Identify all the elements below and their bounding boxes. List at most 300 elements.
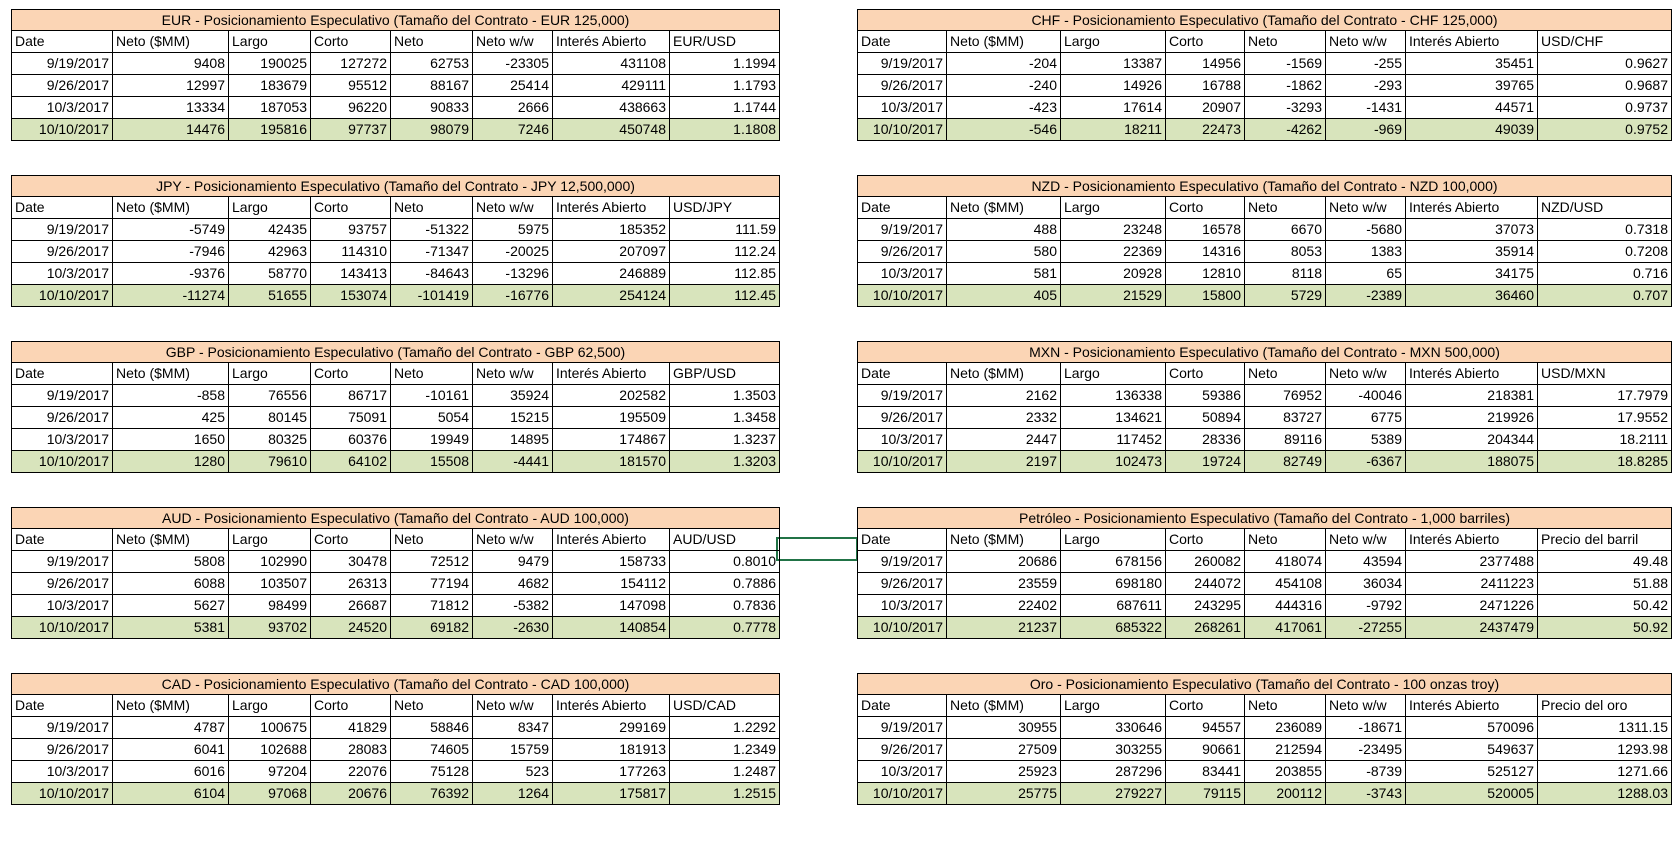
data-cell[interactable]: -16776 xyxy=(473,285,553,307)
data-cell[interactable]: 49039 xyxy=(1406,119,1538,141)
data-cell[interactable]: 136338 xyxy=(1061,385,1166,407)
data-cell[interactable]: 10/10/2017 xyxy=(857,617,947,639)
data-cell[interactable]: 58770 xyxy=(229,263,311,285)
data-cell[interactable]: 14316 xyxy=(1166,241,1245,263)
data-cell[interactable]: 35924 xyxy=(473,385,553,407)
data-cell[interactable]: 10/10/2017 xyxy=(11,451,113,473)
data-cell[interactable]: 1.2292 xyxy=(670,717,780,739)
data-cell[interactable]: 195816 xyxy=(229,119,311,141)
data-cell[interactable]: 10/10/2017 xyxy=(11,285,113,307)
data-cell[interactable]: 450748 xyxy=(553,119,670,141)
column-header[interactable]: Neto w/w xyxy=(473,529,553,551)
data-cell[interactable]: 9/26/2017 xyxy=(11,407,113,429)
column-header[interactable]: Largo xyxy=(1061,197,1166,219)
data-cell[interactable]: 2471226 xyxy=(1406,595,1538,617)
data-cell[interactable]: 79115 xyxy=(1166,783,1245,805)
data-cell[interactable]: 35451 xyxy=(1406,53,1538,75)
data-cell[interactable]: 1.3203 xyxy=(670,451,780,473)
data-cell[interactable]: -240 xyxy=(947,75,1061,97)
data-cell[interactable]: 76556 xyxy=(229,385,311,407)
data-cell[interactable]: 9/26/2017 xyxy=(11,241,113,263)
data-cell[interactable]: 21529 xyxy=(1061,285,1166,307)
data-cell[interactable]: 580 xyxy=(947,241,1061,263)
data-cell[interactable]: 98499 xyxy=(229,595,311,617)
data-cell[interactable]: 93757 xyxy=(311,219,391,241)
column-header[interactable]: Date xyxy=(857,363,947,385)
column-header[interactable]: Interés Abierto xyxy=(553,695,670,717)
column-header[interactable]: Neto ($MM) xyxy=(947,529,1061,551)
data-cell[interactable]: 0.7208 xyxy=(1538,241,1672,263)
column-header[interactable]: Largo xyxy=(229,197,311,219)
column-header[interactable]: Neto ($MM) xyxy=(113,363,229,385)
data-cell[interactable]: 525127 xyxy=(1406,761,1538,783)
column-header[interactable]: Neto ($MM) xyxy=(947,197,1061,219)
data-cell[interactable]: 0.707 xyxy=(1538,285,1672,307)
data-cell[interactable]: 581 xyxy=(947,263,1061,285)
data-cell[interactable]: 246889 xyxy=(553,263,670,285)
data-cell[interactable]: 5808 xyxy=(113,551,229,573)
selected-cell[interactable] xyxy=(776,537,858,561)
column-header[interactable]: Corto xyxy=(1166,529,1245,551)
data-cell[interactable]: 0.9752 xyxy=(1538,119,1672,141)
data-cell[interactable]: 20907 xyxy=(1166,97,1245,119)
data-cell[interactable]: 488 xyxy=(947,219,1061,241)
data-cell[interactable]: 10/10/2017 xyxy=(11,783,113,805)
column-header[interactable]: Neto w/w xyxy=(1326,197,1406,219)
data-cell[interactable]: 4787 xyxy=(113,717,229,739)
data-cell[interactable]: 0.7886 xyxy=(670,573,780,595)
data-cell[interactable]: 26687 xyxy=(311,595,391,617)
data-cell[interactable]: 24520 xyxy=(311,617,391,639)
data-cell[interactable]: -3743 xyxy=(1326,783,1406,805)
data-cell[interactable]: 28336 xyxy=(1166,429,1245,451)
column-header[interactable]: USD/MXN xyxy=(1538,363,1672,385)
data-cell[interactable]: 15759 xyxy=(473,739,553,761)
data-cell[interactable]: -7946 xyxy=(113,241,229,263)
column-header[interactable]: Neto xyxy=(1245,363,1326,385)
data-cell[interactable]: 17.9552 xyxy=(1538,407,1672,429)
table-title[interactable]: AUD - Posicionamiento Especulativo (Tamaño del Contrato - AUD 100,000) xyxy=(11,507,780,529)
data-cell[interactable]: 94557 xyxy=(1166,717,1245,739)
data-cell[interactable]: 43594 xyxy=(1326,551,1406,573)
data-cell[interactable]: 23248 xyxy=(1061,219,1166,241)
data-cell[interactable]: 268261 xyxy=(1166,617,1245,639)
data-cell[interactable]: 77194 xyxy=(391,573,473,595)
data-cell[interactable]: 72512 xyxy=(391,551,473,573)
table-title[interactable]: NZD - Posicionamiento Especulativo (Tamaño del Contrato - NZD 100,000) xyxy=(857,175,1672,197)
column-header[interactable]: Neto ($MM) xyxy=(113,529,229,551)
column-header[interactable]: AUD/USD xyxy=(670,529,780,551)
data-cell[interactable]: -18671 xyxy=(1326,717,1406,739)
data-cell[interactable]: 6104 xyxy=(113,783,229,805)
data-cell[interactable]: 18211 xyxy=(1061,119,1166,141)
data-cell[interactable]: 0.7778 xyxy=(670,617,780,639)
data-cell[interactable]: 83727 xyxy=(1245,407,1326,429)
data-cell[interactable]: 14956 xyxy=(1166,53,1245,75)
data-cell[interactable]: 9/26/2017 xyxy=(11,573,113,595)
data-cell[interactable]: 50894 xyxy=(1166,407,1245,429)
column-header[interactable]: Date xyxy=(857,529,947,551)
data-cell[interactable]: 187053 xyxy=(229,97,311,119)
data-cell[interactable]: 1383 xyxy=(1326,241,1406,263)
data-cell[interactable]: 17.7979 xyxy=(1538,385,1672,407)
column-header[interactable]: USD/JPY xyxy=(670,197,780,219)
data-cell[interactable]: 9/26/2017 xyxy=(857,75,947,97)
data-cell[interactable]: 37073 xyxy=(1406,219,1538,241)
data-cell[interactable]: -1569 xyxy=(1245,53,1326,75)
data-cell[interactable]: 1.2515 xyxy=(670,783,780,805)
column-header[interactable]: Neto xyxy=(1245,529,1326,551)
column-header[interactable]: Corto xyxy=(311,31,391,53)
data-cell[interactable]: 570096 xyxy=(1406,717,1538,739)
data-cell[interactable]: 0.8010 xyxy=(670,551,780,573)
data-cell[interactable]: 22402 xyxy=(947,595,1061,617)
data-cell[interactable]: 13387 xyxy=(1061,53,1166,75)
column-header[interactable]: Neto w/w xyxy=(473,695,553,717)
data-cell[interactable]: 330646 xyxy=(1061,717,1166,739)
column-header[interactable]: Corto xyxy=(1166,197,1245,219)
data-cell[interactable]: 41829 xyxy=(311,717,391,739)
data-cell[interactable]: 2377488 xyxy=(1406,551,1538,573)
column-header[interactable]: Largo xyxy=(229,529,311,551)
data-cell[interactable]: 23559 xyxy=(947,573,1061,595)
column-header[interactable]: Neto xyxy=(391,197,473,219)
column-header[interactable]: Neto w/w xyxy=(473,31,553,53)
column-header[interactable]: Neto ($MM) xyxy=(947,363,1061,385)
data-cell[interactable]: 147098 xyxy=(553,595,670,617)
data-cell[interactable]: 520005 xyxy=(1406,783,1538,805)
data-cell[interactable]: 1280 xyxy=(113,451,229,473)
data-cell[interactable]: -858 xyxy=(113,385,229,407)
data-cell[interactable]: 6088 xyxy=(113,573,229,595)
data-cell[interactable]: 20676 xyxy=(311,783,391,805)
data-cell[interactable]: 9/19/2017 xyxy=(857,385,947,407)
column-header[interactable]: Largo xyxy=(1061,31,1166,53)
data-cell[interactable]: 9479 xyxy=(473,551,553,573)
column-header[interactable]: Largo xyxy=(1061,529,1166,551)
data-cell[interactable]: 9408 xyxy=(113,53,229,75)
data-cell[interactable]: 19949 xyxy=(391,429,473,451)
data-cell[interactable]: 97737 xyxy=(311,119,391,141)
data-cell[interactable]: 2197 xyxy=(947,451,1061,473)
data-cell[interactable]: 18.8285 xyxy=(1538,451,1672,473)
data-cell[interactable]: 5975 xyxy=(473,219,553,241)
column-header[interactable]: Neto w/w xyxy=(473,197,553,219)
data-cell[interactable]: 42435 xyxy=(229,219,311,241)
column-header[interactable]: Neto ($MM) xyxy=(113,197,229,219)
data-cell[interactable]: 98079 xyxy=(391,119,473,141)
data-cell[interactable]: -204 xyxy=(947,53,1061,75)
data-cell[interactable]: 17614 xyxy=(1061,97,1166,119)
data-cell[interactable]: 1.1808 xyxy=(670,119,780,141)
column-header[interactable]: Neto ($MM) xyxy=(113,31,229,53)
column-header[interactable]: Neto ($MM) xyxy=(947,695,1061,717)
column-header[interactable]: Neto xyxy=(391,529,473,551)
data-cell[interactable]: 30955 xyxy=(947,717,1061,739)
data-cell[interactable]: -20025 xyxy=(473,241,553,263)
data-cell[interactable]: 80145 xyxy=(229,407,311,429)
data-cell[interactable]: 444316 xyxy=(1245,595,1326,617)
data-cell[interactable]: 287296 xyxy=(1061,761,1166,783)
data-cell[interactable]: 10/10/2017 xyxy=(857,783,947,805)
column-header[interactable]: Largo xyxy=(1061,695,1166,717)
column-header[interactable]: Date xyxy=(11,529,113,551)
data-cell[interactable]: 76952 xyxy=(1245,385,1326,407)
data-cell[interactable]: 405 xyxy=(947,285,1061,307)
data-cell[interactable]: 1288.03 xyxy=(1538,783,1672,805)
data-cell[interactable]: -8739 xyxy=(1326,761,1406,783)
table-title[interactable]: Petróleo - Posicionamiento Especulativo (Tamaño del Contrato - 1,000 barriles) xyxy=(857,507,1672,529)
column-header[interactable]: Largo xyxy=(229,363,311,385)
column-header[interactable]: Interés Abierto xyxy=(553,197,670,219)
data-cell[interactable]: -3293 xyxy=(1245,97,1326,119)
data-cell[interactable]: 10/3/2017 xyxy=(857,761,947,783)
column-header[interactable]: Largo xyxy=(1061,363,1166,385)
data-cell[interactable]: 185352 xyxy=(553,219,670,241)
data-cell[interactable]: 51.88 xyxy=(1538,573,1672,595)
data-cell[interactable]: 27509 xyxy=(947,739,1061,761)
data-cell[interactable]: 10/10/2017 xyxy=(857,119,947,141)
data-cell[interactable]: 8053 xyxy=(1245,241,1326,263)
data-cell[interactable]: 181570 xyxy=(553,451,670,473)
data-cell[interactable]: 79610 xyxy=(229,451,311,473)
data-cell[interactable]: 10/10/2017 xyxy=(857,285,947,307)
data-cell[interactable]: 431108 xyxy=(553,53,670,75)
data-cell[interactable]: 418074 xyxy=(1245,551,1326,573)
data-cell[interactable]: 13334 xyxy=(113,97,229,119)
column-header[interactable]: Neto xyxy=(1245,197,1326,219)
data-cell[interactable]: 10/10/2017 xyxy=(857,451,947,473)
data-cell[interactable]: 102688 xyxy=(229,739,311,761)
column-header[interactable]: Date xyxy=(11,31,113,53)
data-cell[interactable]: 5054 xyxy=(391,407,473,429)
data-cell[interactable]: -84643 xyxy=(391,263,473,285)
column-header[interactable]: Interés Abierto xyxy=(1406,529,1538,551)
column-header[interactable]: Corto xyxy=(1166,31,1245,53)
data-cell[interactable]: 9/26/2017 xyxy=(857,407,947,429)
column-header[interactable]: Interés Abierto xyxy=(553,31,670,53)
data-cell[interactable]: 75128 xyxy=(391,761,473,783)
column-header[interactable]: Interés Abierto xyxy=(553,529,670,551)
column-header[interactable]: Corto xyxy=(1166,695,1245,717)
data-cell[interactable]: -2389 xyxy=(1326,285,1406,307)
data-cell[interactable]: 685322 xyxy=(1061,617,1166,639)
data-cell[interactable]: -255 xyxy=(1326,53,1406,75)
data-cell[interactable]: 82749 xyxy=(1245,451,1326,473)
data-cell[interactable]: 244072 xyxy=(1166,573,1245,595)
data-cell[interactable]: 7246 xyxy=(473,119,553,141)
data-cell[interactable]: -5382 xyxy=(473,595,553,617)
data-cell[interactable]: -71347 xyxy=(391,241,473,263)
column-header[interactable]: Corto xyxy=(311,197,391,219)
data-cell[interactable]: 0.7318 xyxy=(1538,219,1672,241)
column-header[interactable]: Neto w/w xyxy=(1326,31,1406,53)
data-cell[interactable]: 71812 xyxy=(391,595,473,617)
data-cell[interactable]: 417061 xyxy=(1245,617,1326,639)
data-cell[interactable]: 111.59 xyxy=(670,219,780,241)
column-header[interactable]: Date xyxy=(857,31,947,53)
data-cell[interactable]: 26313 xyxy=(311,573,391,595)
data-cell[interactable]: -2630 xyxy=(473,617,553,639)
data-cell[interactable]: 117452 xyxy=(1061,429,1166,451)
data-cell[interactable]: 64102 xyxy=(311,451,391,473)
data-cell[interactable]: 10/3/2017 xyxy=(11,429,113,451)
data-cell[interactable]: 1.1994 xyxy=(670,53,780,75)
data-cell[interactable]: 243295 xyxy=(1166,595,1245,617)
data-cell[interactable]: 2162 xyxy=(947,385,1061,407)
data-cell[interactable]: 93702 xyxy=(229,617,311,639)
data-cell[interactable]: 19724 xyxy=(1166,451,1245,473)
data-cell[interactable]: 9/19/2017 xyxy=(857,53,947,75)
data-cell[interactable]: 202582 xyxy=(553,385,670,407)
data-cell[interactable]: 12997 xyxy=(113,75,229,97)
data-cell[interactable]: 28083 xyxy=(311,739,391,761)
column-header[interactable]: Neto ($MM) xyxy=(113,695,229,717)
data-cell[interactable]: 9/19/2017 xyxy=(11,219,113,241)
data-cell[interactable]: -101419 xyxy=(391,285,473,307)
data-cell[interactable]: 429111 xyxy=(553,75,670,97)
data-cell[interactable]: 112.45 xyxy=(670,285,780,307)
data-cell[interactable]: -4441 xyxy=(473,451,553,473)
data-cell[interactable]: 9/26/2017 xyxy=(11,75,113,97)
data-cell[interactable]: -1431 xyxy=(1326,97,1406,119)
data-cell[interactable]: -10161 xyxy=(391,385,473,407)
data-cell[interactable]: 60376 xyxy=(311,429,391,451)
data-cell[interactable]: 20686 xyxy=(947,551,1061,573)
column-header[interactable]: Date xyxy=(857,695,947,717)
column-header[interactable]: Neto xyxy=(1245,695,1326,717)
data-cell[interactable]: 15800 xyxy=(1166,285,1245,307)
data-cell[interactable]: 143413 xyxy=(311,263,391,285)
table-title[interactable]: GBP - Posicionamiento Especulativo (Tamaño del Contrato - GBP 62,500) xyxy=(11,341,780,363)
data-cell[interactable]: 5381 xyxy=(113,617,229,639)
data-cell[interactable]: 177263 xyxy=(553,761,670,783)
data-cell[interactable]: 103507 xyxy=(229,573,311,595)
table-title[interactable]: CHF - Posicionamiento Especulativo (Tamaño del Contrato - CHF 125,000) xyxy=(857,9,1672,31)
data-cell[interactable]: -23305 xyxy=(473,53,553,75)
data-cell[interactable]: 80325 xyxy=(229,429,311,451)
data-cell[interactable]: 1.1744 xyxy=(670,97,780,119)
data-cell[interactable]: -5749 xyxy=(113,219,229,241)
data-cell[interactable]: 200112 xyxy=(1245,783,1326,805)
data-cell[interactable]: 12810 xyxy=(1166,263,1245,285)
column-header[interactable]: Interés Abierto xyxy=(1406,363,1538,385)
data-cell[interactable]: 62753 xyxy=(391,53,473,75)
data-cell[interactable]: 8118 xyxy=(1245,263,1326,285)
data-cell[interactable]: 2437479 xyxy=(1406,617,1538,639)
data-cell[interactable]: 36460 xyxy=(1406,285,1538,307)
data-cell[interactable]: 1.3503 xyxy=(670,385,780,407)
data-cell[interactable]: -40046 xyxy=(1326,385,1406,407)
column-header[interactable]: Largo xyxy=(229,695,311,717)
data-cell[interactable]: 9/26/2017 xyxy=(11,739,113,761)
data-cell[interactable]: 190025 xyxy=(229,53,311,75)
data-cell[interactable]: 1.2487 xyxy=(670,761,780,783)
column-header[interactable]: GBP/USD xyxy=(670,363,780,385)
data-cell[interactable]: 204344 xyxy=(1406,429,1538,451)
data-cell[interactable]: 236089 xyxy=(1245,717,1326,739)
data-cell[interactable]: 153074 xyxy=(311,285,391,307)
data-cell[interactable]: 36034 xyxy=(1326,573,1406,595)
data-cell[interactable]: 102473 xyxy=(1061,451,1166,473)
data-cell[interactable]: 34175 xyxy=(1406,263,1538,285)
data-cell[interactable]: 6670 xyxy=(1245,219,1326,241)
column-header[interactable]: Precio del barril xyxy=(1538,529,1672,551)
data-cell[interactable]: 1271.66 xyxy=(1538,761,1672,783)
data-cell[interactable]: 10/3/2017 xyxy=(857,97,947,119)
data-cell[interactable]: 303255 xyxy=(1061,739,1166,761)
data-cell[interactable]: 8347 xyxy=(473,717,553,739)
data-cell[interactable]: 14926 xyxy=(1061,75,1166,97)
data-cell[interactable]: 86717 xyxy=(311,385,391,407)
data-cell[interactable]: 678156 xyxy=(1061,551,1166,573)
data-cell[interactable]: 9/19/2017 xyxy=(11,385,113,407)
data-cell[interactable]: 1.3237 xyxy=(670,429,780,451)
table-title[interactable]: CAD - Posicionamiento Especulativo (Tamaño del Contrato - CAD 100,000) xyxy=(11,673,780,695)
data-cell[interactable]: 90833 xyxy=(391,97,473,119)
data-cell[interactable]: 50.42 xyxy=(1538,595,1672,617)
data-cell[interactable]: 76392 xyxy=(391,783,473,805)
data-cell[interactable]: 454108 xyxy=(1245,573,1326,595)
data-cell[interactable]: 154112 xyxy=(553,573,670,595)
data-cell[interactable]: 5627 xyxy=(113,595,229,617)
table-title[interactable]: MXN - Posicionamiento Especulativo (Tamaño del Contrato - MXN 500,000) xyxy=(857,341,1672,363)
data-cell[interactable]: -11274 xyxy=(113,285,229,307)
data-cell[interactable]: 9/19/2017 xyxy=(11,717,113,739)
column-header[interactable]: EUR/USD xyxy=(670,31,780,53)
data-cell[interactable]: 9/19/2017 xyxy=(857,717,947,739)
data-cell[interactable]: 127272 xyxy=(311,53,391,75)
data-cell[interactable]: 51655 xyxy=(229,285,311,307)
data-cell[interactable]: 10/3/2017 xyxy=(857,263,947,285)
table-title[interactable]: Oro - Posicionamiento Especulativo (Tamaño del Contrato - 100 onzas troy) xyxy=(857,673,1672,695)
data-cell[interactable]: 6775 xyxy=(1326,407,1406,429)
data-cell[interactable]: -5680 xyxy=(1326,219,1406,241)
data-cell[interactable]: 1.1793 xyxy=(670,75,780,97)
data-cell[interactable]: 22076 xyxy=(311,761,391,783)
data-cell[interactable]: 100675 xyxy=(229,717,311,739)
data-cell[interactable]: 39765 xyxy=(1406,75,1538,97)
data-cell[interactable]: 89116 xyxy=(1245,429,1326,451)
table-title[interactable]: JPY - Posicionamiento Especulativo (Tamaño del Contrato - JPY 12,500,000) xyxy=(11,175,780,197)
data-cell[interactable]: 1.3458 xyxy=(670,407,780,429)
data-cell[interactable]: 49.48 xyxy=(1538,551,1672,573)
data-cell[interactable]: 21237 xyxy=(947,617,1061,639)
column-header[interactable]: Neto xyxy=(391,363,473,385)
data-cell[interactable]: -27255 xyxy=(1326,617,1406,639)
data-cell[interactable]: 15215 xyxy=(473,407,553,429)
data-cell[interactable]: 14895 xyxy=(473,429,553,451)
data-cell[interactable]: 6016 xyxy=(113,761,229,783)
column-header[interactable]: Neto xyxy=(391,31,473,53)
data-cell[interactable]: 4682 xyxy=(473,573,553,595)
data-cell[interactable]: -423 xyxy=(947,97,1061,119)
data-cell[interactable]: 279227 xyxy=(1061,783,1166,805)
data-cell[interactable]: 158733 xyxy=(553,551,670,573)
data-cell[interactable]: 9/19/2017 xyxy=(11,551,113,573)
data-cell[interactable]: 9/19/2017 xyxy=(857,219,947,241)
data-cell[interactable]: -6367 xyxy=(1326,451,1406,473)
data-cell[interactable]: 195509 xyxy=(553,407,670,429)
data-cell[interactable]: 183679 xyxy=(229,75,311,97)
column-header[interactable]: Corto xyxy=(311,363,391,385)
data-cell[interactable]: 10/3/2017 xyxy=(11,97,113,119)
column-header[interactable]: Interés Abierto xyxy=(1406,695,1538,717)
data-cell[interactable]: 97204 xyxy=(229,761,311,783)
data-cell[interactable]: 25414 xyxy=(473,75,553,97)
data-cell[interactable]: 14476 xyxy=(113,119,229,141)
data-cell[interactable]: 50.92 xyxy=(1538,617,1672,639)
